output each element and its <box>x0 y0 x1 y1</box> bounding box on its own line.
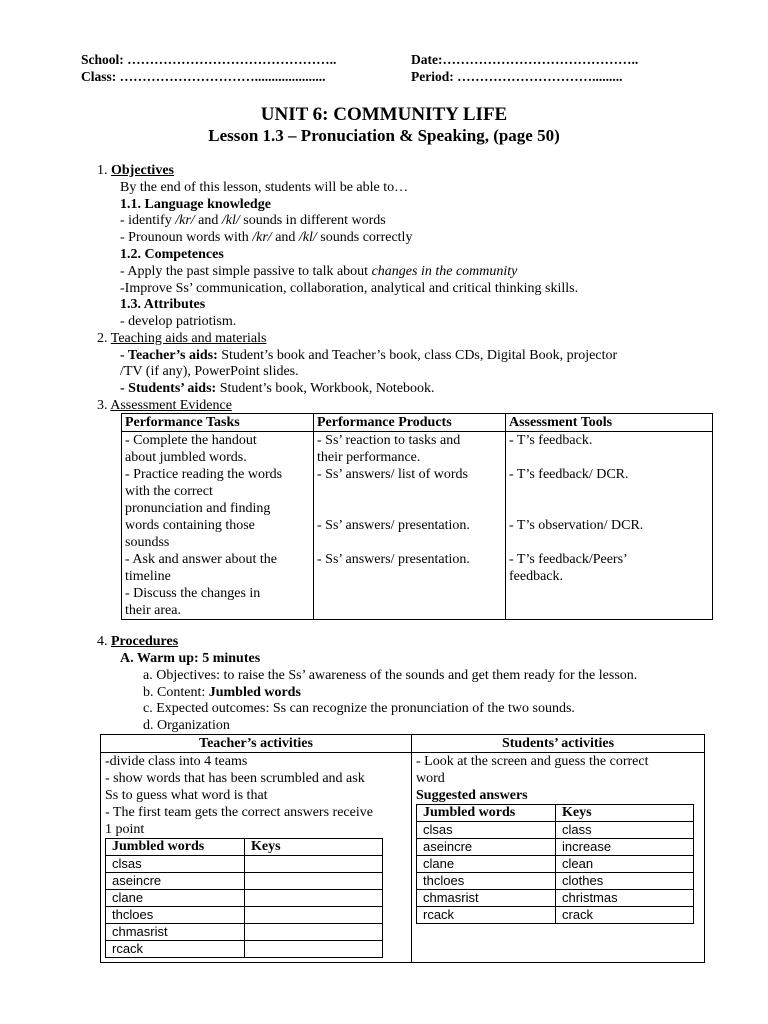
assessment-table <box>121 413 713 620</box>
teacher-activity-line: - The first team gets the correct answers receive <box>105 805 373 820</box>
warmup-outcomes: c. Expected outcomes: Ss can recognize the pronunciation of the two sounds. <box>143 701 575 716</box>
competences-heading: 1.2. Competences <box>120 247 224 262</box>
competence-item-1 <box>120 263 517 280</box>
activities-table <box>100 734 705 963</box>
key-blank <box>245 890 383 907</box>
tasks-cell <box>122 432 314 620</box>
objectives-intro: By the end of this lesson, students will be able to… <box>120 180 409 195</box>
col-header-products: Performance Products <box>314 414 506 432</box>
objectives-heading <box>97 162 174 179</box>
school-label: School: <box>81 52 124 67</box>
period-dots: …………………………......... <box>453 69 623 84</box>
task-line: - Complete the handout <box>125 433 257 448</box>
competence-item-2: -Improve Ss’ communication, collaboration, analytical and critical thinking skills. <box>120 281 579 296</box>
text-fragment: sounds in different words <box>239 213 386 228</box>
jumbled-word: clsas <box>106 856 245 873</box>
teacher-aids-label: - Teacher’s aids: <box>120 348 218 363</box>
materials-heading <box>97 330 266 347</box>
jumbled-word: clane <box>417 856 556 873</box>
answer-key: clothes <box>556 873 694 890</box>
tools-cell <box>506 432 713 620</box>
task-line: about jumbled words. <box>125 450 247 465</box>
col-header-tools: Assessment Tools <box>506 414 713 432</box>
content-label: b. Content: <box>143 685 209 700</box>
keys-header: Keys <box>556 805 694 822</box>
teacher-aids-text: Student’s book and Teacher’s book, class CDs, Digital Book, projector <box>217 348 618 363</box>
task-line: - Discuss the changes in <box>125 586 261 601</box>
objectives-number: 1. <box>97 163 108 178</box>
product-line: - Ss’ answers/ presentation. <box>317 552 470 567</box>
students-aids-label: - Students’ aids: <box>120 381 217 396</box>
key-blank <box>245 907 383 924</box>
text-fragment: and <box>271 230 299 245</box>
teacher-activities-header: Teacher’s activities <box>101 735 412 753</box>
tool-line: - T’s observation/ DCR. <box>509 518 644 533</box>
text-fragment: - Prounoun words with <box>120 230 253 245</box>
procedures-number: 4. <box>97 634 108 649</box>
sound-kr: /kr/ <box>175 213 195 228</box>
suggested-answers-table <box>416 804 694 924</box>
school-dots: ……………………………………….. <box>123 52 337 67</box>
materials-number: 2. <box>97 331 108 346</box>
teacher-activity-line: Ss to guess what word is that <box>105 788 268 803</box>
student-activity-line: - Look at the screen and guess the correct <box>416 754 649 769</box>
text-fragment: and <box>194 213 222 228</box>
jumbled-word: thcloes <box>106 907 245 924</box>
answer-key: crack <box>556 907 694 924</box>
class-label: Class: <box>81 69 117 84</box>
procedures-title: Procedures <box>111 634 179 649</box>
teacher-activities-cell <box>101 753 412 963</box>
text-fragment: - identify <box>120 213 176 228</box>
period-field <box>411 69 623 85</box>
suggested-answers-label: Suggested answers <box>416 788 528 803</box>
students-aids <box>120 380 435 397</box>
task-line: their area. <box>125 603 181 618</box>
tool-line: - T’s feedback. <box>509 433 593 448</box>
jumbled-word: aseincre <box>417 839 556 856</box>
teacher-activity-line: 1 point <box>105 822 145 837</box>
class-field <box>81 69 326 85</box>
task-line: with the correct <box>125 484 213 499</box>
teacher-activity-line: - show words that has been scrumbled and ask <box>105 771 365 786</box>
students-activities-cell <box>412 753 705 963</box>
key-blank <box>245 873 383 890</box>
materials-title: Teaching aids and materials <box>110 331 267 346</box>
product-line: - Ss’ answers/ presentation. <box>317 518 470 533</box>
warmup-content <box>143 684 301 701</box>
warmup-organization: d. Organization <box>143 718 230 733</box>
product-line: - Ss’ reaction to tasks and <box>317 433 461 448</box>
products-cell <box>314 432 506 620</box>
jumbled-word: thcloes <box>417 873 556 890</box>
task-line: soundss <box>125 535 170 550</box>
procedures-heading <box>97 633 178 650</box>
jumbled-word: chmasrist <box>106 924 245 941</box>
students-activities-header: Students’ activities <box>412 735 705 753</box>
lesson-subtitle: Lesson 1.3 – Pronuciation & Speaking, (page 50) <box>208 126 560 145</box>
student-activity-line: word <box>416 771 445 786</box>
keys-header: Keys <box>245 839 383 856</box>
task-line: - Ask and answer about the <box>125 552 278 567</box>
assessment-number: 3. <box>97 398 108 413</box>
jumbled-word: rcack <box>417 907 556 924</box>
teacher-aids <box>120 347 617 364</box>
date-dots: …………………………………….. <box>442 52 639 67</box>
language-item-2 <box>120 229 412 246</box>
text-fragment: sounds correctly <box>316 230 413 245</box>
language-knowledge-heading: 1.1. Language knowledge <box>120 197 271 212</box>
jumbled-word: clsas <box>417 822 556 839</box>
jumbled-word: rcack <box>106 941 245 958</box>
jumbled-word: aseincre <box>106 873 245 890</box>
task-line: pronunciation and finding <box>125 501 271 516</box>
topic-emphasis: changes in the community <box>371 264 518 279</box>
answer-key: increase <box>556 839 694 856</box>
period-label: Period: <box>411 69 454 84</box>
assessment-title: Assessment Evidence <box>110 398 232 413</box>
warmup-objectives: a. Objectives: to raise the Ss’ awareness of the sounds and get them ready for the lesson. <box>143 668 638 683</box>
date-label: Date: <box>411 52 443 67</box>
key-blank <box>245 856 383 873</box>
product-line: - Ss’ answers/ list of words <box>317 467 469 482</box>
product-line: their performance. <box>317 450 421 465</box>
task-line: - Practice reading the words <box>125 467 283 482</box>
school-field <box>81 52 336 68</box>
class-dots: …………………………..................... <box>116 69 326 84</box>
date-field <box>411 52 638 68</box>
key-blank <box>245 924 383 941</box>
tool-line: feedback. <box>509 569 564 584</box>
tool-line: - T’s feedback/ DCR. <box>509 467 629 482</box>
teacher-jumbled-table <box>105 838 383 958</box>
sound-kl: /kl/ <box>298 230 317 245</box>
answer-key: christmas <box>556 890 694 907</box>
task-line: timeline <box>125 569 171 584</box>
task-line: words containing those <box>125 518 255 533</box>
answer-key: clean <box>556 856 694 873</box>
attributes-heading: 1.3. Attributes <box>120 297 206 312</box>
col-header-tasks: Performance Tasks <box>122 414 314 432</box>
jumbled-header: Jumbled words <box>106 839 245 856</box>
tool-line: - T’s feedback/Peers’ <box>509 552 628 567</box>
content-value: Jumbled words <box>208 685 301 700</box>
jumbled-word: clane <box>106 890 245 907</box>
jumbled-header: Jumbled words <box>417 805 556 822</box>
text-fragment: - Apply the past simple passive to talk about <box>120 264 372 279</box>
teacher-aids-cont: /TV (if any), PowerPoint slides. <box>120 364 299 379</box>
sound-kr: /kr/ <box>252 230 272 245</box>
sound-kl: /kl/ <box>221 213 240 228</box>
teacher-activity-line: -divide class into 4 teams <box>105 754 248 769</box>
warmup-heading: A. Warm up: 5 minutes <box>120 651 261 666</box>
attribute-item-1: - develop patriotism. <box>120 314 237 329</box>
jumbled-word: chmasrist <box>417 890 556 907</box>
language-item-1 <box>120 212 386 229</box>
page-title: UNIT 6: COMMUNITY LIFE <box>260 104 508 125</box>
assessment-heading <box>97 397 232 414</box>
answer-key: class <box>556 822 694 839</box>
objectives-title: Objectives <box>111 163 174 178</box>
key-blank <box>245 941 383 958</box>
students-aids-text: Student’s book, Workbook, Notebook. <box>216 381 435 396</box>
